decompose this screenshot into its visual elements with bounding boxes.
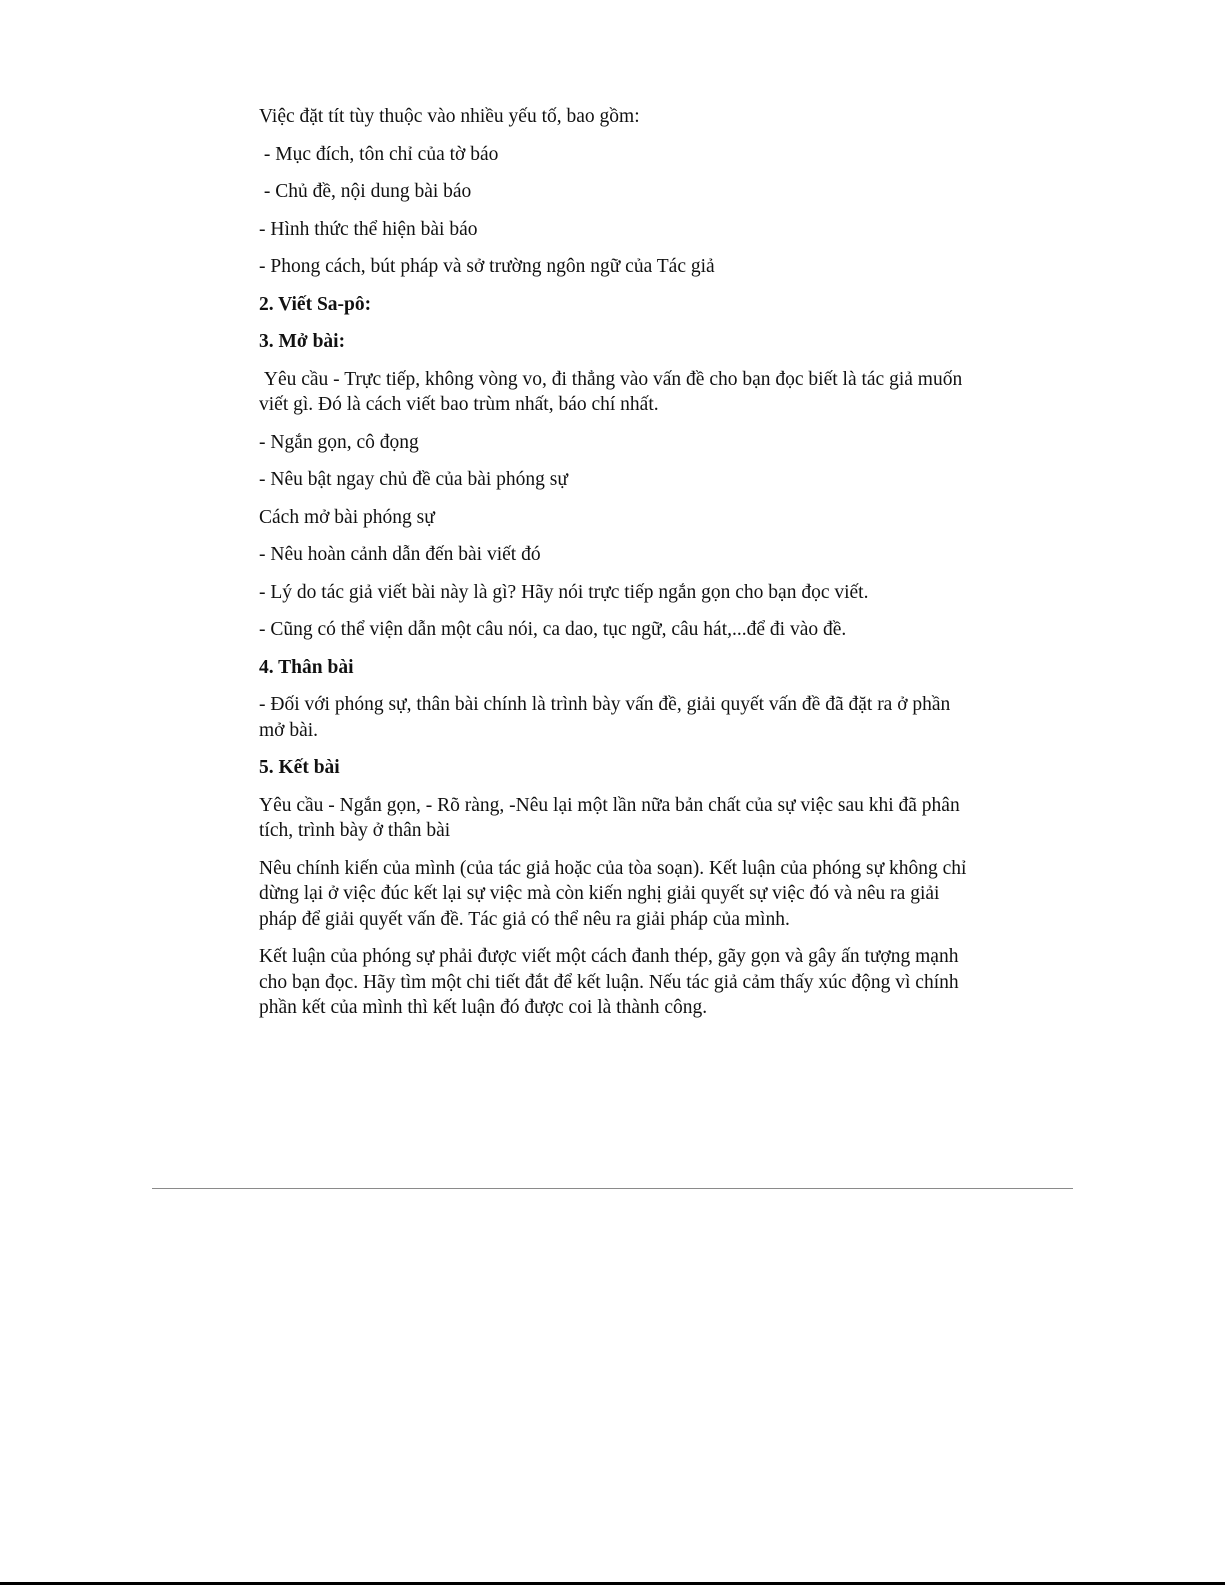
body-paragraph: - Đối với phóng sự, thân bài chính là trình bày vấn đề, giải quyết vấn đề đã đặt ra ở phần mở bài. <box>259 694 956 741</box>
list-item: - Ngắn gọn, cô đọng <box>259 431 419 453</box>
document-body <box>259 104 971 1033</box>
list-item: - Nêu bật ngay chủ đề của bài phóng sự <box>259 469 568 490</box>
list-item: - Chủ đề, nội dung bài báo <box>259 181 472 202</box>
section-heading-sapo: 2. Viết Sa-pô: <box>259 293 372 315</box>
list-item: - Nêu hoàn cảnh dẫn đến bài viết đó <box>259 544 541 565</box>
intro-paragraph: Việc đặt tít tùy thuộc vào nhiều yếu tố, bao gồm: <box>259 106 640 127</box>
list-item: - Lý do tác giả viết bài này là gì? Hãy nói trực tiếp ngắn gọn cho bạn đọc viết. <box>259 581 869 603</box>
list-item: - Phong cách, bút pháp và sở trường ngôn ngữ của Tác giả <box>259 256 715 277</box>
list-item: - Mục đích, tôn chỉ của tờ báo <box>259 143 499 165</box>
body-paragraph: Cách mở bài phóng sự <box>259 506 435 528</box>
section-heading-mo-bai: 3. Mở bài: <box>259 331 346 352</box>
body-paragraph: Nêu chính kiến của mình (của tác giả hoặc của tòa soạn). Kết luận của phóng sự không chỉ dừng lại ở việc đúc kết lại sự việc mà còn kiến nghị giải quyết sự việc đó và nêu ra giải pháp để giải quyết vấn đề. Tác giả có thể nêu ra giải pháp của mình. <box>259 857 972 930</box>
list-item: - Cũng có thể viện dẫn một câu nói, ca dao, tục ngữ, câu hát,...để đi vào đề. <box>259 619 847 640</box>
body-paragraph: Yêu cầu - Trực tiếp, không vòng vo, đi thẳng vào vấn đề cho bạn đọc biết là tác giả muốn viết gì. Đó là cách viết bao trùm nhất, báo chí nhất. <box>259 368 968 415</box>
body-paragraph: Yêu cầu - Ngắn gọn, - Rõ ràng, -Nêu lại một lần nữa bản chất của sự việc sau khi đã phân tích, trình bày ở thân bài <box>259 794 965 841</box>
page-divider <box>152 1188 1073 1189</box>
body-paragraph: Kết luận của phóng sự phải được viết một cách đanh thép, gãy gọn và gây ấn tượng mạnh cho bạn đọc. Hãy tìm một chi tiết đắt để kết luận. Nếu tác giả cảm thấy xúc động vì chính phần kết của mình thì kết luận đó được coi là thành công. <box>259 946 964 1018</box>
section-heading-than-bai: 4. Thân bài <box>259 656 354 678</box>
section-heading-ket-bai: 5. Kết bài <box>259 757 340 778</box>
list-item: - Hình thức thể hiện bài báo <box>259 218 478 240</box>
